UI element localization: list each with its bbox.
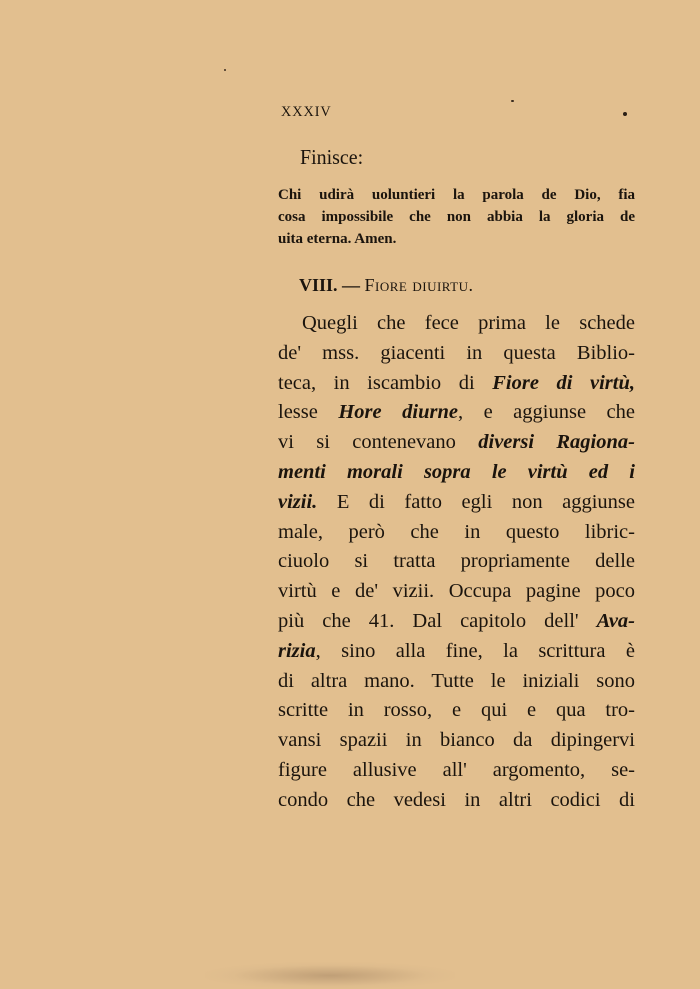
body-line (278, 756, 635, 786)
section-heading (299, 272, 474, 298)
body-line (278, 339, 635, 369)
text-run: vi si contenevano (278, 431, 479, 454)
paper-speck (224, 69, 226, 71)
text-run: de' mss. giacenti in questa Biblio- (278, 341, 635, 364)
text-run: di altra mano. Tutte le iniziali sono (278, 669, 635, 692)
body-line (278, 667, 635, 697)
text-run: più che 41. Dal capitolo dell' (278, 609, 597, 632)
section-title: Fiore diuirtu. (364, 275, 474, 295)
text-run: scritte in rosso, e qui e qua tro- (278, 699, 635, 722)
scan-shadow (205, 962, 455, 989)
body-line (278, 428, 635, 458)
text-run: vansi spazii in bianco da dipingervi (278, 729, 635, 752)
text-run: E di fatto egli non aggiunse (317, 490, 635, 513)
quote-line: Chi udirà uoluntieri la parola de Dio, fia (278, 187, 635, 203)
section-number: VIII. — (299, 275, 361, 295)
quote-line: cosa impossibile che non abbia la gloria de (278, 209, 635, 225)
paper-speck (511, 100, 514, 102)
text-run: lesse (278, 401, 339, 424)
body-line (278, 547, 635, 577)
page-number: XXXIV (281, 104, 332, 120)
body-paragraph (278, 309, 635, 816)
italic-text: Hore diurne (338, 401, 458, 424)
text-run: figure allusive all' argomento, se- (278, 758, 635, 781)
closing-quote (278, 184, 635, 250)
body-line (278, 786, 635, 816)
text-run: virtù e de' vizii. Occupa pagine poco (278, 580, 635, 603)
quote-line: uita eterna. Amen. (278, 231, 397, 247)
body-line (278, 607, 635, 637)
body-line (278, 696, 635, 726)
italic-text: diversi Ragiona- (478, 431, 635, 454)
body-line (278, 398, 635, 428)
italic-text: menti morali sopra le virtù ed i (278, 460, 635, 483)
body-line (278, 369, 635, 399)
finisce-label: Finisce: (300, 145, 364, 169)
text-run: Quegli che fece prima le schede (302, 312, 635, 334)
text-run: , e aggiunse che (457, 401, 635, 424)
text-run: , sino alla fine, la scrittura è (315, 639, 635, 662)
text-run: male, però che in questo libric- (278, 520, 635, 543)
text-run: ciuolo si tratta propriamente delle (278, 550, 635, 573)
italic-text: rizia (278, 639, 316, 662)
italic-text: Fiore di virtù, (492, 371, 635, 394)
body-line (278, 488, 635, 518)
italic-text: vizii. (278, 490, 318, 513)
text-run: condo che vedesi in altri codici di (278, 788, 635, 811)
italic-text: Ava- (596, 609, 635, 632)
paper-dot (623, 112, 627, 116)
body-line (278, 577, 635, 607)
body-line (278, 726, 635, 756)
body-line (278, 637, 635, 667)
body-line (278, 309, 635, 339)
body-line (278, 458, 635, 488)
body-line (278, 518, 635, 548)
text-run: teca, in iscambio di (278, 371, 493, 394)
